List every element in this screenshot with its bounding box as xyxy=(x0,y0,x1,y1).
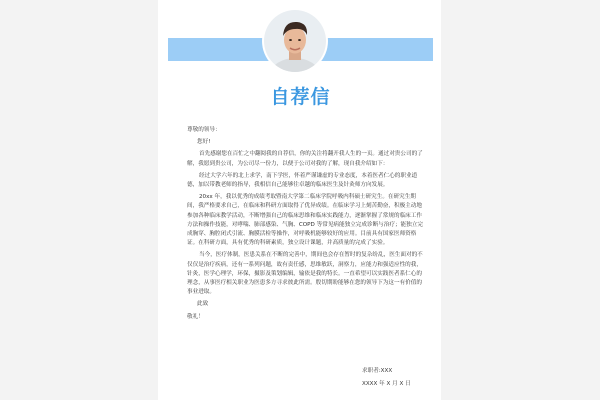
closing-line-1: 此致 xyxy=(197,301,209,308)
portrait-photo-icon xyxy=(264,10,326,72)
paragraph-aspiration: 当今，医疗体制，医患关系在不断的完善中，期间也会存在暂时的复杂纷乱，医生面对的不仅仅是治疗疾病，还有一系列问题，故有责任感，思维敏跃，洞察力，应能力和强适应性的我，针灸，医学心理学，环保，摄影及策划编辑，输依是我的特长。一直希望可以实践医者系仁心的理念，从事医疗相关职业为医患多方寻求彼此所需。殷切期盼能够在您的领导下为这一有价值的事业进取。 xyxy=(187,252,423,296)
signature: 求职者:XXX xyxy=(362,368,393,374)
salutation: 尊敬的领导： xyxy=(187,127,221,133)
closing-line-2: 敬礼！ xyxy=(187,313,204,320)
paragraph-education: 经过大学六年的北上求学，南下学医，怀着严谨谦虚的专业态度，本着医者仁心的职业道德，加以带教老师的指导，我相信自己能够往卓越的临床医生及针灸师方向发展。 xyxy=(187,172,418,189)
letter-body xyxy=(187,126,425,325)
paragraph-experience: 20xx 年，我以优秀的成绩考取暨南大学第二临床学院呼吸内科硕士研究生。在研究生期间，我严格要求自己，在临床和科研方面取得了优异成绩。在临床学习上刻苦勤奋，积极主动地参加各种临床教学活动，不断增强自己的临床思维和临床实践能力，逐渐掌握了常规的临床工作方法和操作技能，对哮喘、肺部感染、气胸、COPD 等常见病能独立完成诊断与治疗；能独立完成胸穿、胸腔闭式引流、胸膜活检等操作，对呼吸机能够较好的应用。目前具有国家医师资格证。在科研方面，具有优秀的科研素质，独立设计课题，并高质量的完成了实验。 xyxy=(187,194,423,247)
letter-date: XXXX 年 X 月 X 日 xyxy=(362,381,411,387)
greeting: 您好! xyxy=(197,139,211,146)
avatar xyxy=(264,10,326,72)
paragraph-intro: 首先感谢您在百忙之中翻阅我的自荐信，你的关注将翻开我人生的一页。通过对贵公司的了解，我愿到贵公司，为公司尽一份力，以便于公司对我的了解，现自我介绍如下： xyxy=(187,151,423,167)
page-title: 自荐信 xyxy=(270,86,331,108)
